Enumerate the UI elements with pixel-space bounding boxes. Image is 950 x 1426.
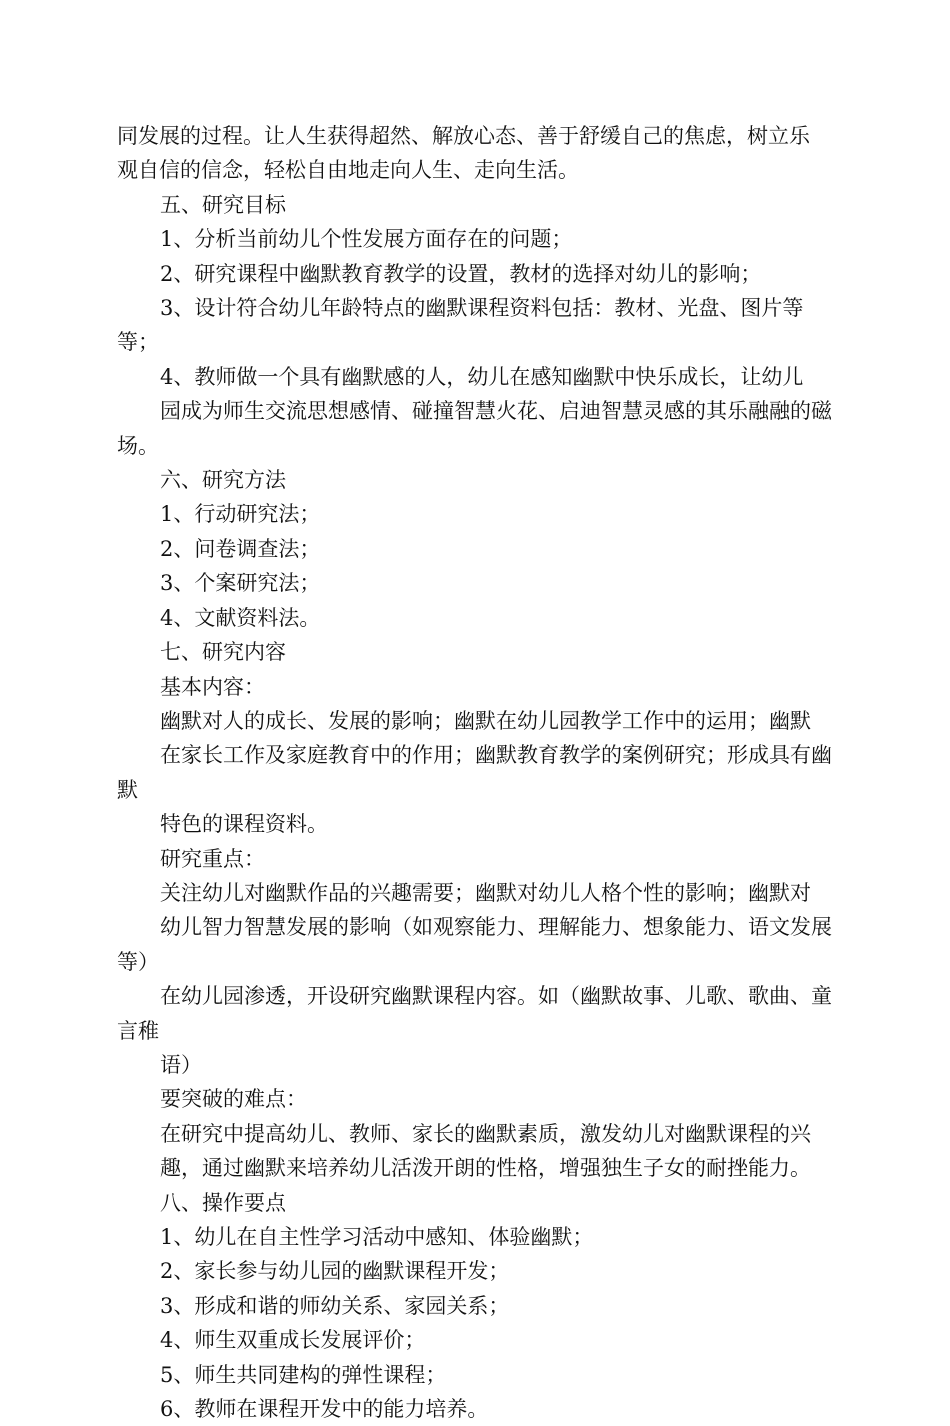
- paragraph: [117, 1254, 833, 1288]
- text-line: 幽默对人的成长、发展的影响；幽默在幼儿园教学工作中的运用；幽默: [160, 708, 811, 733]
- text-line: 1、幼儿在自主性学习活动中感知、体验幽默；: [160, 1225, 594, 1249]
- text-line: 4、师生双重成长发展评价；: [160, 1328, 426, 1353]
- text-line: 在研究中提高幼儿、教师、家长的幽默素质，激发幼儿对幽默课程的兴: [160, 1121, 811, 1146]
- text-line: 2、研究课程中幽默教育教学的设置，教材的选择对幼儿的影响；: [160, 261, 762, 286]
- text-line: 五、研究目标: [160, 192, 286, 217]
- paragraph: [117, 566, 833, 600]
- paragraph: [117, 704, 833, 842]
- paragraph: [117, 291, 833, 360]
- text-line: 3、设计符合幼儿年龄特点的幽默课程资料包括：教材、光盘、图片等等；: [117, 296, 804, 355]
- paragraph: [117, 670, 833, 704]
- text-line: 5、师生共同建构的弹性课程；: [160, 1362, 447, 1387]
- text-line: 在家长工作及家庭教育中的作用；幽默教育教学的案例研究；形成具有幽默: [117, 743, 832, 802]
- text-line: 1、分析当前幼儿个性发展方面存在的问题；: [160, 227, 573, 252]
- paragraph: [117, 1186, 833, 1220]
- paragraph: [117, 842, 833, 876]
- paragraph: [117, 1289, 833, 1323]
- text-line: 八、操作要点: [160, 1190, 286, 1215]
- paragraph: [117, 497, 833, 531]
- paragraph: [117, 463, 833, 497]
- paragraph: [117, 1392, 833, 1426]
- paragraph: [117, 119, 833, 188]
- text-line: 观自信的信念，轻松自由地走向人生、走向生活。: [117, 158, 579, 183]
- paragraph: [117, 1117, 833, 1186]
- text-line: 研究重点：: [160, 846, 265, 871]
- paragraph: [117, 601, 833, 635]
- paragraph: [117, 635, 833, 669]
- text-line: 特色的课程资料。: [160, 812, 328, 837]
- text-line: 要突破的难点：: [160, 1087, 307, 1112]
- text-line: 3、形成和谐的师幼关系、家园关系；: [160, 1293, 510, 1318]
- text-line: 基本内容：: [160, 674, 265, 699]
- document-body: [117, 119, 833, 1426]
- paragraph: [117, 188, 833, 222]
- text-line: 2、问卷调查法；: [160, 536, 321, 561]
- paragraph: [117, 257, 833, 291]
- paragraph: [117, 1220, 833, 1254]
- text-line: 4、文献资料法。: [160, 605, 321, 630]
- text-line: 1、行动研究法；: [160, 502, 321, 527]
- paragraph: [117, 222, 833, 256]
- text-line: 4、教师做一个具有幽默感的人，幼儿在感知幽默中快乐成长，让幼儿: [160, 364, 804, 389]
- text-line: 趣，通过幽默来培养幼儿活泼开朗的性格，增强独生子女的耐挫能力。: [160, 1156, 811, 1181]
- text-line: 3、个案研究法；: [160, 571, 321, 596]
- text-line: 同发展的过程。让人生获得超然、解放心态、善于舒缓自己的焦虑，树立乐: [117, 124, 810, 148]
- paragraph: [117, 876, 833, 1082]
- text-line: 在幼儿园渗透，开设研究幽默课程内容。如（幽默故事、儿歌、歌曲、童言稚: [117, 984, 832, 1043]
- paragraph: [117, 1358, 833, 1392]
- paragraph: [117, 532, 833, 566]
- paragraph: [117, 360, 833, 463]
- paragraph: [117, 1323, 833, 1357]
- paragraph: [117, 1082, 833, 1116]
- text-line: 幼儿智力智慧发展的影响（如观察能力、理解能力、想象能力、语文发展等）: [117, 915, 832, 974]
- text-line: 2、家长参与幼儿园的幽默课程开发；: [160, 1259, 510, 1284]
- text-line: 关注幼儿对幽默作品的兴趣需要；幽默对幼儿人格个性的影响；幽默对: [160, 880, 811, 905]
- text-line: 语）: [160, 1052, 202, 1077]
- text-line: 七、研究内容: [160, 640, 286, 665]
- text-line: 六、研究方法: [160, 468, 286, 493]
- text-line: 园成为师生交流思想感情、碰撞智慧火花、启迪智慧灵感的其乐融融的磁场。: [117, 399, 832, 458]
- text-line: 6、教师在课程开发中的能力培养。: [160, 1397, 489, 1422]
